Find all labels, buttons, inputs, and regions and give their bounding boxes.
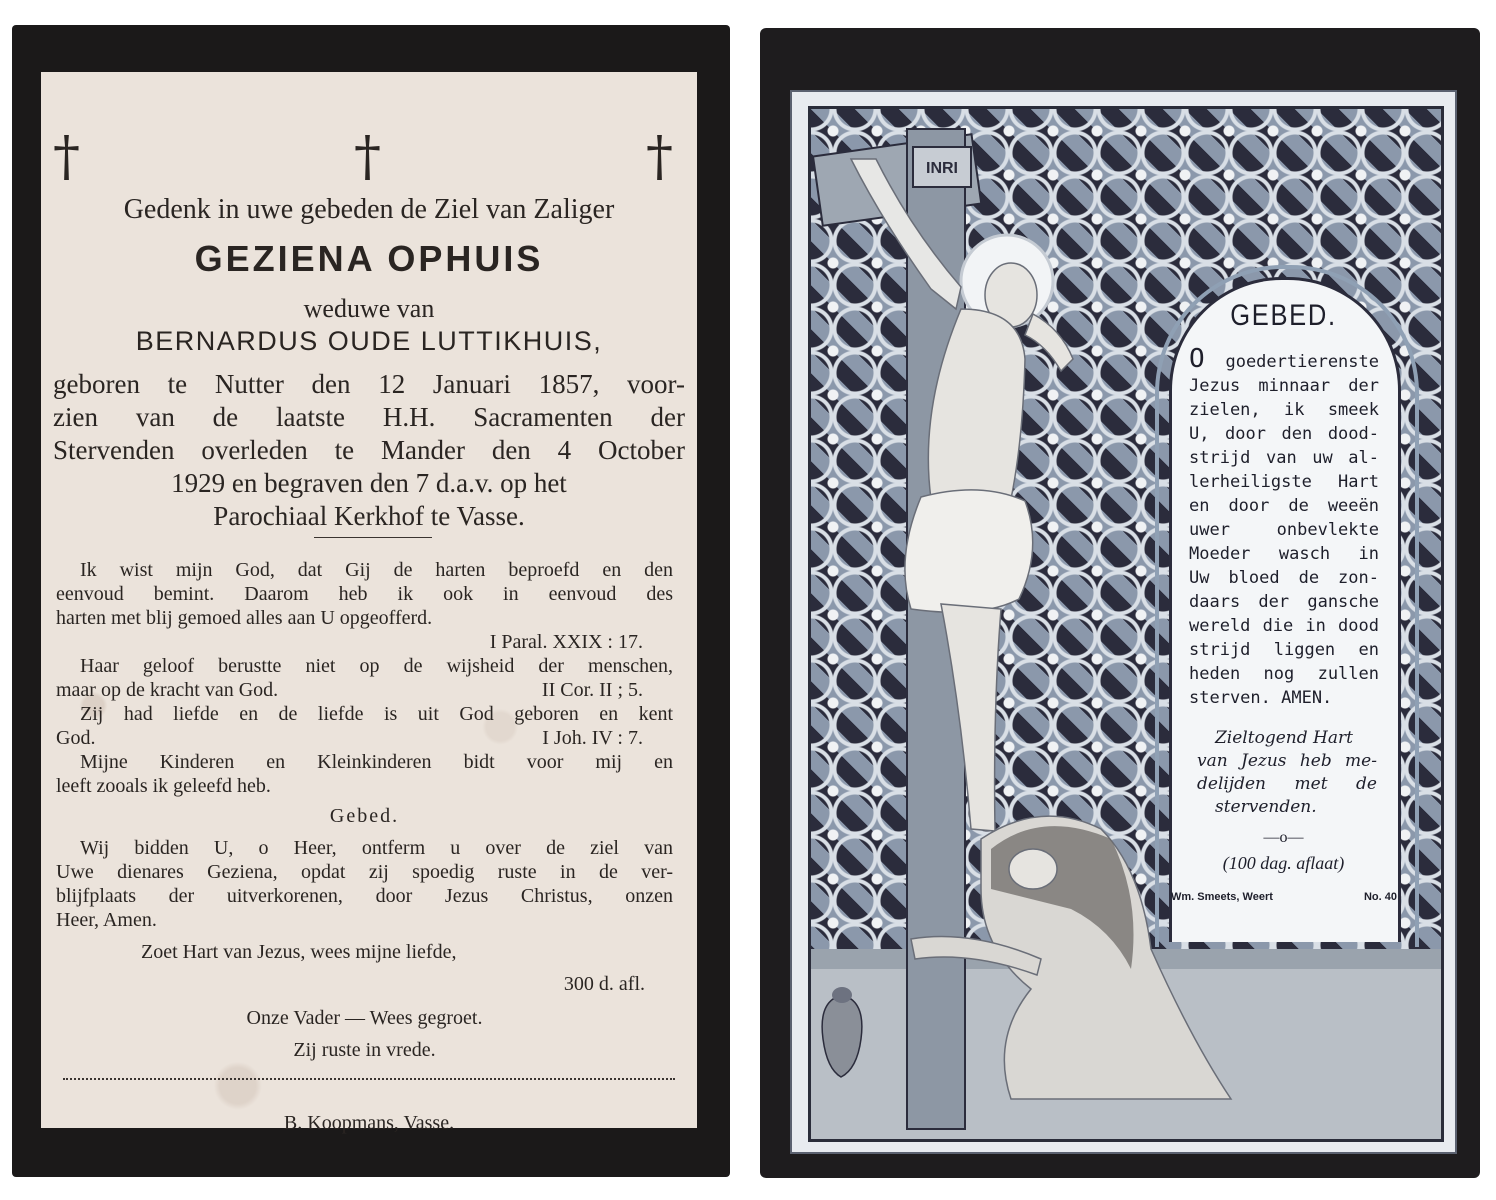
cross-icon-center: † xyxy=(354,125,381,188)
prayer-line: lerheiligste Hart xyxy=(1189,472,1379,492)
prayer-line-text: goedertierenste xyxy=(1204,352,1379,372)
memorial-card-front xyxy=(12,25,730,1177)
verse-line: eenvoud bemint. Daarom heb ik ook in eenvoud des xyxy=(56,583,673,605)
prayer-title: Gebed. xyxy=(329,805,400,827)
prayer-line: sterven. AMEN. xyxy=(1189,688,1333,708)
bio-line: Stervenden overleden te Mander den 4 October xyxy=(53,435,685,465)
loincloth xyxy=(905,490,1033,612)
kneeling-face xyxy=(1009,849,1057,889)
prayer-line: strijd liggen en xyxy=(1189,640,1379,660)
illustration-frame xyxy=(808,106,1444,1142)
rest-in-peace: Zij ruste in vrede. xyxy=(293,1039,436,1061)
verse-line: harten met blij gemoed alles aan U opgeofferd. xyxy=(56,607,433,629)
dotted-divider xyxy=(63,1078,675,1080)
italic-line: van Jezus heb me- xyxy=(1197,751,1377,771)
prayer-line: Uwe dienares Geziena, opdat zij spoedig ruste in de ver- xyxy=(56,861,673,883)
prayer-line: heden nog zullen xyxy=(1189,664,1379,684)
card-panel xyxy=(790,90,1457,1154)
widow-of-text: weduwe van xyxy=(303,294,435,323)
printer-credit: B. Koopmans, Vasse. xyxy=(283,1112,455,1134)
inri-text: INRI xyxy=(926,160,958,177)
printer-name: Wm. Smeets, Weert xyxy=(1171,891,1273,903)
husband-name: BERNARDUS OUDE LUTTIKHUIS, xyxy=(135,326,603,356)
indulgence-note: 300 d. afl. xyxy=(563,973,645,995)
verses-section xyxy=(56,558,673,1062)
prayer-heading: GEBED. xyxy=(1230,299,1337,332)
prayer-line: Uw bloed de zon- xyxy=(1189,568,1379,588)
sacred-heart-prayer xyxy=(1197,727,1377,819)
verse-line: Ik wist mijn God, dat Gij de harten beproefd en den xyxy=(80,559,673,581)
verse-line: Haar geloof berustte niet op de wijsheid der menschen, xyxy=(80,655,673,677)
card-number: No. 40 xyxy=(1363,891,1397,903)
bio-line: zien van de laatste H.H. Sacramenten der xyxy=(53,402,685,432)
verse-line: Mijne Kinderen en Kleinkinderen bidt voor mij en xyxy=(80,751,673,773)
verse-line-with-ref xyxy=(56,726,673,750)
prayer-line: uwer onbevlekte xyxy=(1189,520,1379,540)
prayer-line: en door de weeën xyxy=(1189,496,1379,516)
bio-line: 1929 en begraven den 7 d.a.v. op het xyxy=(171,468,567,498)
indulgence-note: (100 dag. aflaat) xyxy=(1222,853,1345,873)
memorial-card-back xyxy=(760,28,1480,1178)
prayer-line: daars der gansche xyxy=(1189,592,1379,612)
arm xyxy=(1025,314,1073,371)
bio-line: geboren te Nutter den 12 Januari 1857, voor- xyxy=(53,369,685,399)
prayer-line: U, door den dood- xyxy=(1189,424,1379,444)
verse-line: Zij had liefde en de liefde is uit God geboren en kent xyxy=(80,703,673,725)
verse-reference: I Joh. IV : 7. xyxy=(542,727,643,749)
verse-line: God. xyxy=(56,727,96,749)
prayer-line xyxy=(1189,344,1379,374)
divider xyxy=(314,537,432,538)
verse-line-with-ref xyxy=(56,678,673,702)
verse-reference: II Cor. II ; 5. xyxy=(541,679,643,701)
prayer-line: wereld die in dood xyxy=(1189,616,1379,636)
prayer-line: zielen, ik smeek xyxy=(1189,400,1379,420)
prayer-line: strijd van uw al- xyxy=(1189,448,1379,468)
prayer-line: Heer, Amen. xyxy=(56,909,157,931)
printer-credit xyxy=(1171,891,1397,903)
prayer-line: Moeder wasch in xyxy=(1189,544,1379,564)
prayer-body xyxy=(1189,344,1379,710)
biography xyxy=(53,368,685,533)
italic-line: Zieltogend Hart xyxy=(1215,728,1353,748)
prayer-line: Wij bidden U, o Heer, ontferm u over de ziel van xyxy=(80,837,673,859)
verse-line: leeft zooals ik geleefd heb. xyxy=(56,775,271,797)
jar-lid xyxy=(832,987,852,1003)
intro-text: Gedenk in uwe gebeden de Ziel van Zaliger xyxy=(123,194,615,225)
italic-line: stervenden. xyxy=(1215,797,1317,817)
deceased-name: GEZIENA OPHUIS xyxy=(194,238,544,279)
cross-icon-left: † xyxy=(53,125,80,188)
verse-reference: I Paral. XXIX : 17. xyxy=(489,631,643,653)
drop-cap: O xyxy=(1189,344,1205,374)
verse-line: maar op de kracht van God. xyxy=(56,679,279,701)
sacred-heart-invocation: Zoet Hart van Jezus, wees mijne liefde, xyxy=(141,941,457,963)
prayer-line: Jezus minnaar der xyxy=(1189,376,1379,396)
cross-icon-right: † xyxy=(646,125,673,188)
prayers-note: Onze Vader — Wees gegroet. xyxy=(246,1007,483,1029)
prayer-line: blijfplaats der uitverkorenen, door Jezus Christus, onzen xyxy=(56,885,673,907)
bio-line: Parochiaal Kerkhof te Vasse. xyxy=(213,501,525,531)
italic-line: delijden met de xyxy=(1197,774,1377,794)
card-paper xyxy=(41,72,697,1134)
separator: —o— xyxy=(1263,829,1304,846)
